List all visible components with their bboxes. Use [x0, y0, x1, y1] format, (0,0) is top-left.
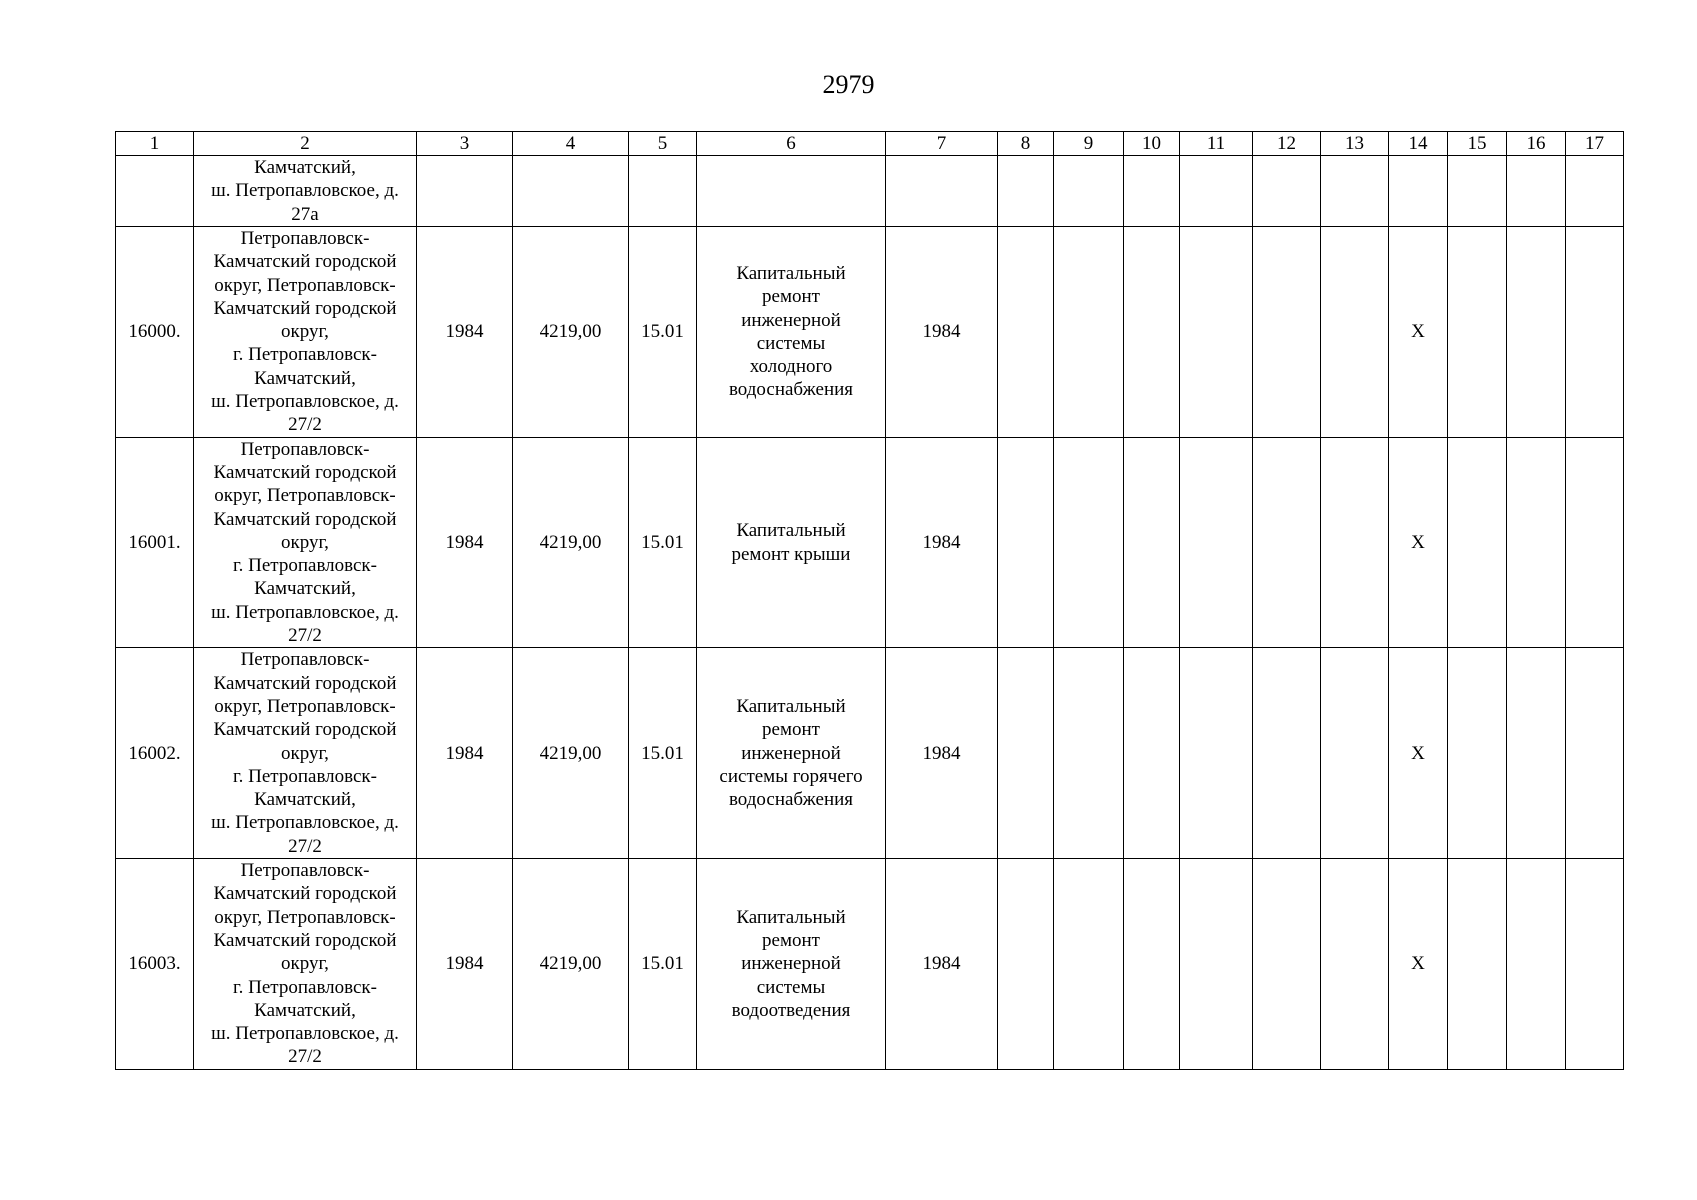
- table-cell: [1124, 437, 1180, 648]
- table-cell: [1124, 859, 1180, 1070]
- column-number: 9: [1054, 132, 1124, 156]
- column-number: 14: [1389, 132, 1448, 156]
- column-number: 4: [513, 132, 629, 156]
- column-number: 7: [886, 132, 998, 156]
- table-cell: [1507, 227, 1566, 438]
- year-cell: 1984: [417, 227, 513, 438]
- table-row: [116, 437, 1624, 648]
- table-cell: [1448, 156, 1507, 227]
- table-row: [116, 648, 1624, 859]
- table-cell: [1507, 437, 1566, 648]
- table-cell: [1253, 437, 1321, 648]
- table-cell: [1054, 437, 1124, 648]
- row-id-cell: 16001.: [116, 437, 194, 648]
- column-number: 3: [417, 132, 513, 156]
- year2-cell: 1984: [886, 648, 998, 859]
- table-cell: [998, 156, 1054, 227]
- column-number: 1: [116, 132, 194, 156]
- column-number: 2: [194, 132, 417, 156]
- table-cell: [1448, 648, 1507, 859]
- table-cell: [998, 437, 1054, 648]
- table-cell: [1124, 227, 1180, 438]
- table-cell: [1389, 156, 1448, 227]
- table-cell: [116, 156, 194, 227]
- address-cell: Петропавловск- Камчатский городской округ, Петропавловск- Камчатский городской округ, г. Петропавловск- Камчатский, ш. Петропавловское, д. 27/2: [194, 437, 417, 648]
- table-cell: [1507, 859, 1566, 1070]
- table-cell: [1321, 156, 1389, 227]
- year2-cell: 1984: [886, 859, 998, 1070]
- column-number-header-row: [116, 132, 1624, 156]
- table-cell: [998, 227, 1054, 438]
- address-cell: Петропавловск- Камчатский городской округ, Петропавловск- Камчатский городской округ, г. Петропавловск- Камчатский, ш. Петропавловское, д. 27/2: [194, 859, 417, 1070]
- year2-cell: 1984: [886, 227, 998, 438]
- table-cell: [1321, 648, 1389, 859]
- year-cell: 1984: [417, 859, 513, 1070]
- column-number: 5: [629, 132, 697, 156]
- table-cell: [1054, 156, 1124, 227]
- column-number: 15: [1448, 132, 1507, 156]
- code-cell: 15.01: [629, 437, 697, 648]
- column-number: 6: [697, 132, 886, 156]
- year2-cell: 1984: [886, 437, 998, 648]
- work-cell: Капитальный ремонт инженерной системы водоотведения: [697, 859, 886, 1070]
- table-cell: [417, 156, 513, 227]
- year-cell: 1984: [417, 648, 513, 859]
- area-cell: 4219,00: [513, 437, 629, 648]
- table-cell: [1253, 648, 1321, 859]
- work-cell: Капитальный ремонт инженерной системы горячего водоснабжения: [697, 648, 886, 859]
- column-number: 13: [1321, 132, 1389, 156]
- table-cell: [1566, 437, 1624, 648]
- table-cell: [1180, 227, 1253, 438]
- address-cell: Петропавловск- Камчатский городской округ, Петропавловск- Камчатский городской округ, г. Петропавловск- Камчатский, ш. Петропавловское, д. 27/2: [194, 648, 417, 859]
- table-cell: [886, 156, 998, 227]
- code-cell: 15.01: [629, 859, 697, 1070]
- table-cell: [998, 648, 1054, 859]
- page-number: 2979: [822, 70, 875, 99]
- mark-cell: Х: [1389, 437, 1448, 648]
- row-id-cell: 16002.: [116, 648, 194, 859]
- table-cell: [1448, 859, 1507, 1070]
- table-cell: [513, 156, 629, 227]
- mark-cell: Х: [1389, 859, 1448, 1070]
- table-cell: [1448, 437, 1507, 648]
- table-cell: [1180, 156, 1253, 227]
- column-number: 16: [1507, 132, 1566, 156]
- data-table: [115, 131, 1624, 1070]
- column-number: 8: [998, 132, 1054, 156]
- table-cell: [1180, 648, 1253, 859]
- code-cell: 15.01: [629, 227, 697, 438]
- table-cell: [1321, 437, 1389, 648]
- table-cell: [1054, 648, 1124, 859]
- table-cell: [1321, 227, 1389, 438]
- table-row: [116, 227, 1624, 438]
- table-cell: [1448, 227, 1507, 438]
- mark-cell: Х: [1389, 227, 1448, 438]
- address-cell: Петропавловск- Камчатский городской округ, Петропавловск- Камчатский городской округ, г. Петропавловск- Камчатский, ш. Петропавловское, д. 27/2: [194, 227, 417, 438]
- area-cell: 4219,00: [513, 859, 629, 1070]
- continuation-row: [116, 156, 1624, 227]
- table-cell: [1566, 227, 1624, 438]
- table-cell: [1507, 156, 1566, 227]
- table-cell: [1180, 437, 1253, 648]
- table-cell: [1253, 227, 1321, 438]
- table-cell: [1507, 648, 1566, 859]
- table-cell: [1054, 859, 1124, 1070]
- address-cell: Камчатский, ш. Петропавловское, д. 27а: [194, 156, 417, 227]
- table-cell: [1566, 648, 1624, 859]
- row-id-cell: 16003.: [116, 859, 194, 1070]
- area-cell: 4219,00: [513, 648, 629, 859]
- table-cell: [1321, 859, 1389, 1070]
- table-cell: [1566, 859, 1624, 1070]
- column-number: 17: [1566, 132, 1624, 156]
- table-cell: [998, 859, 1054, 1070]
- mark-cell: Х: [1389, 648, 1448, 859]
- table-cell: [1124, 156, 1180, 227]
- column-number: 11: [1180, 132, 1253, 156]
- table-cell: [1566, 156, 1624, 227]
- work-cell: Капитальный ремонт крыши: [697, 437, 886, 648]
- table-cell: [1054, 227, 1124, 438]
- work-cell: Капитальный ремонт инженерной системы холодного водоснабжения: [697, 227, 886, 438]
- table-cell: [697, 156, 886, 227]
- table-cell: [1124, 648, 1180, 859]
- table-row: [116, 859, 1624, 1070]
- table-cell: [1253, 156, 1321, 227]
- area-cell: 4219,00: [513, 227, 629, 438]
- column-number: 12: [1253, 132, 1321, 156]
- table-cell: [1253, 859, 1321, 1070]
- row-id-cell: 16000.: [116, 227, 194, 438]
- year-cell: 1984: [417, 437, 513, 648]
- code-cell: 15.01: [629, 648, 697, 859]
- table-cell: [1180, 859, 1253, 1070]
- table-cell: [629, 156, 697, 227]
- column-number: 10: [1124, 132, 1180, 156]
